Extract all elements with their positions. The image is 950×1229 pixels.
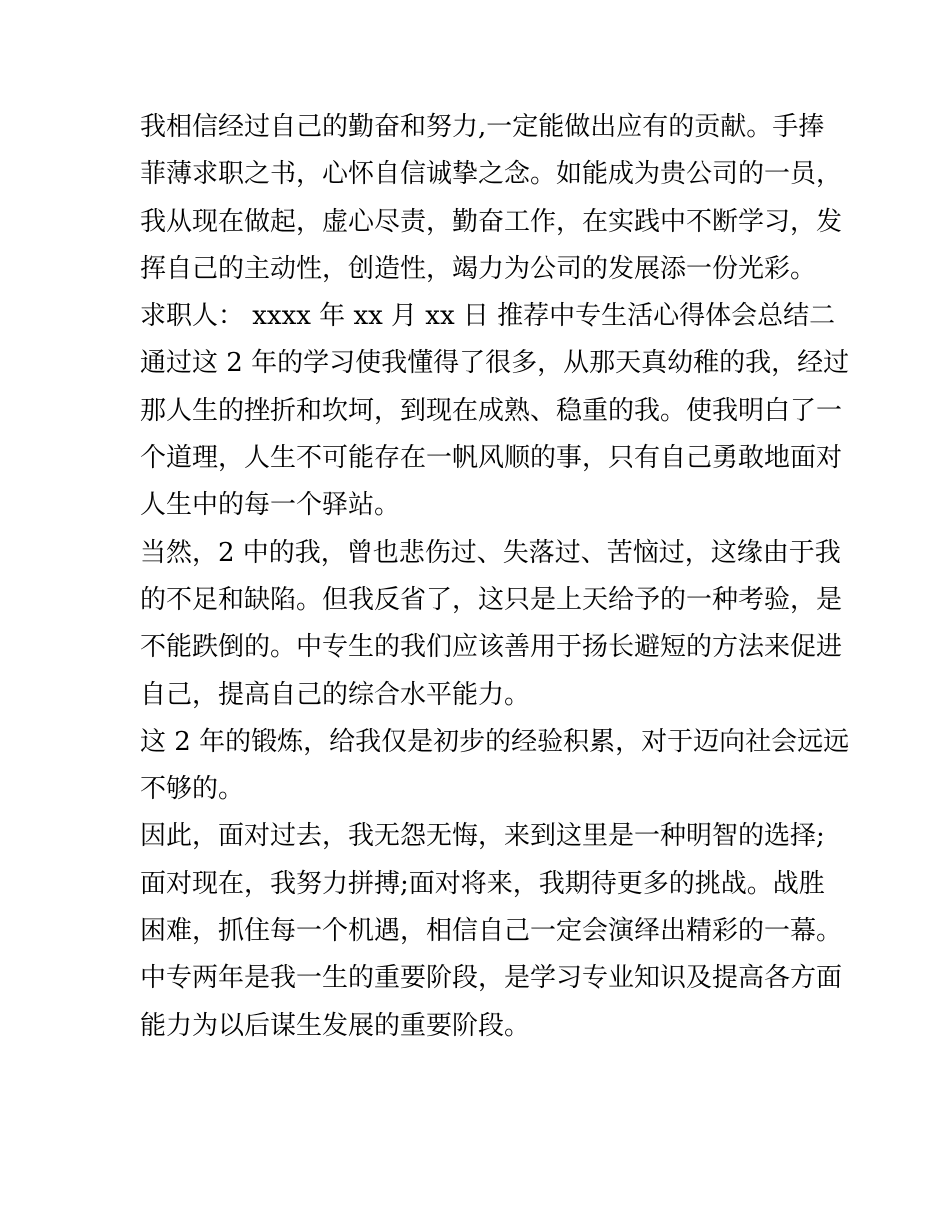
text-line: 的不足和缺陷。但我反省了，这只是上天给予的一种考验，是 — [140, 584, 843, 615]
text-line: 不够的。 — [140, 774, 245, 805]
text-line: 个道理，人生不可能存在一帆风顺的事，只有自己勇敢地面对 — [140, 443, 843, 474]
text-line: 求职人： xxxx 年 xx 月 xx 日 推荐中专生活心得体会总结二 — [140, 301, 836, 332]
text-line: 那人生的挫折和坎坷，到现在成熟、稳重的我。使我明白了一 — [140, 395, 843, 426]
text-line: 通过这 2 年的学习使我懂得了很多，从那天真幼稚的我，经过 — [140, 348, 850, 379]
text-line: 中专两年是我一生的重要阶段，是学习专业知识及提高各方面 — [140, 963, 843, 994]
text-line: 不能跌倒的。中专生的我们应该善用于扬长避短的方法来促进 — [140, 632, 843, 663]
document-body — [140, 104, 850, 1050]
text-line: 人生中的每一个驿站。 — [140, 490, 401, 521]
text-line: 自己，提高自己的综合水平能力。 — [140, 679, 531, 710]
text-line: 面对现在，我努力拼搏;面对将来，我期待更多的挑战。战胜 — [140, 868, 825, 899]
text-line: 当然，2 中的我，曾也悲伤过、失落过、苦恼过，这缘由于我 — [140, 537, 841, 568]
text-line: 能力为以后谋生发展的重要阶段。 — [140, 1010, 531, 1041]
text-line: 我从现在做起，虚心尽责，勤奋工作，在实践中不断学习，发 — [140, 206, 843, 237]
text-line: 挥自己的主动性，创造性，竭力为公司的发展添一份光彩。 — [140, 253, 817, 284]
text-line: 我相信经过自己的勤奋和努力,一定能做出应有的贡献。手捧 — [140, 112, 825, 142]
text-line: 这 2 年的锻炼，给我仅是初步的经验积累，对于迈向社会远远 — [140, 726, 850, 757]
text-line: 因此，面对过去，我无怨无悔，来到这里是一种明智的选择; — [140, 821, 825, 852]
text-line: 菲薄求职之书，心怀自信诚挚之念。如能成为贵公司的一员， — [140, 159, 843, 190]
text-line: 困难，抓住每一个机遇，相信自己一定会演绎出精彩的一幕。 — [140, 916, 843, 947]
